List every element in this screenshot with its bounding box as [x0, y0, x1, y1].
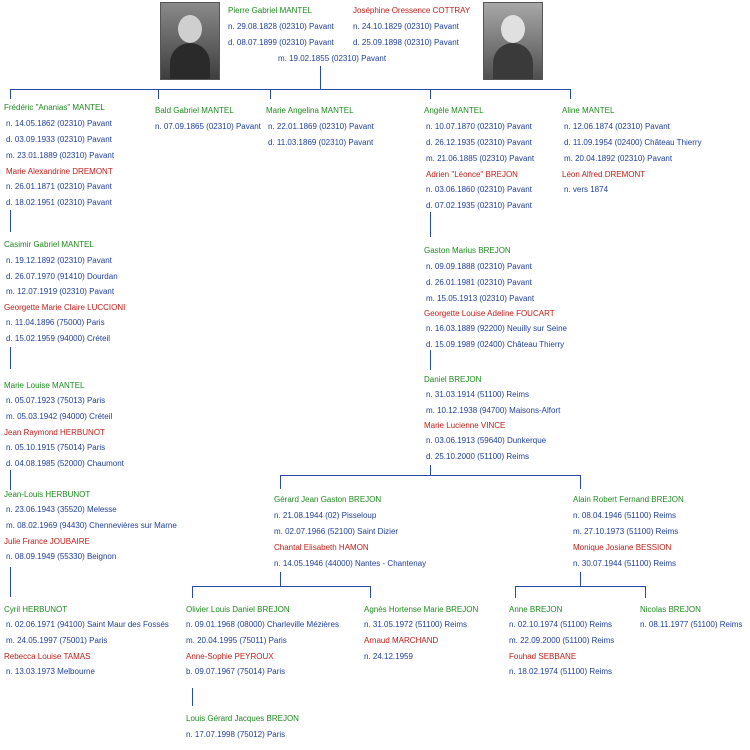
person-detail: n. 19.12.1892 (02310) Pavant	[6, 256, 112, 265]
person-detail: n. 08.11.1977 (51100) Reims	[640, 620, 743, 629]
spouse-name: Anne-Sophie PEYROUX	[186, 652, 274, 661]
spouse-name: Chantal Elisabeth HAMON	[274, 543, 369, 552]
person-detail: d. 18.02.1951 (02310) Pavant	[6, 198, 112, 207]
connector	[280, 475, 281, 489]
person-detail: n. 05.10.1915 (75014) Paris	[6, 443, 106, 452]
person-detail: n. 22.01.1869 (02310) Pavant	[268, 122, 374, 131]
person-detail: n. 12.06.1874 (02310) Pavant	[564, 122, 670, 131]
connector	[10, 89, 11, 99]
connector	[430, 89, 431, 99]
connector	[370, 586, 371, 598]
person-detail: m. 21.06.1885 (02310) Pavant	[426, 154, 535, 163]
person-detail: m. 10.12.1938 (94700) Maisons-Alfort	[426, 406, 561, 415]
person-detail: d. 15.02.1959 (94000) Créteil	[6, 334, 111, 343]
person-detail: d. 26.12.1935 (02310) Pavant	[426, 138, 532, 147]
person-name: Aline MANTEL	[562, 106, 615, 115]
connector	[515, 586, 516, 598]
connector	[10, 210, 11, 232]
person-detail: n. 03.06.1860 (02310) Pavant	[426, 185, 532, 194]
person-detail: b. 09.07.1967 (75014) Paris	[186, 667, 286, 676]
person-detail: m. 27.10.1973 (51100) Reims	[573, 527, 679, 536]
spouse-name: Adrien "Léonce" BREJON	[426, 170, 518, 179]
root-husband-birth: n. 29.08.1828 (02310) Pavant	[228, 22, 334, 31]
connector	[10, 470, 11, 490]
person-detail: d. 07.02.1935 (02310) Pavant	[426, 201, 532, 210]
person-name: Marie Angelina MANTEL	[266, 106, 354, 115]
connector	[580, 572, 581, 586]
person-detail: n. 09.01.1968 (08000) Charleville Mézières	[186, 620, 339, 629]
spouse-name: Georgette Louise Adeline FOUCART	[424, 309, 555, 318]
person-detail: n. 03.06.1913 (59640) Dunkerque	[426, 436, 547, 445]
person-name: Louis Gérard Jacques BREJON	[186, 714, 299, 723]
person-name: Olivier Louis Daniel BREJON	[186, 605, 290, 614]
connector	[158, 89, 159, 99]
connector	[192, 586, 193, 598]
person-detail: n. 31.05.1972 (51100) Reims	[364, 620, 468, 629]
connector	[320, 66, 321, 89]
person-detail: m. 24.05.1997 (75001) Paris	[6, 636, 108, 645]
person-name: Anne BREJON	[509, 605, 563, 614]
person-detail: m. 15.05.1913 (02310) Pavant	[426, 294, 535, 303]
person-detail: d. 04.08.1985 (52000) Chaumont	[6, 459, 124, 468]
spouse-name: Monique Josiane BESSION	[573, 543, 672, 552]
person-detail: n. 26.01.1871 (02310) Pavant	[6, 182, 112, 191]
connector	[280, 572, 281, 586]
person-name: Gérard Jean Gaston BREJON	[274, 495, 382, 504]
person-name: Alain Robert Fernand BREJON	[573, 495, 684, 504]
spouse-name: Fouhad SEBBANE	[509, 652, 577, 661]
person-detail: n. 23.06.1943 (35520) Melesse	[6, 505, 117, 514]
person-detail: m. 20.04.1892 (02310) Pavant	[564, 154, 673, 163]
connector	[645, 586, 646, 598]
person-detail: n. 08.09.1949 (55330) Beignon	[6, 552, 117, 561]
connector	[430, 212, 431, 237]
connector	[192, 586, 370, 587]
spouse-name: Marie Lucienne VINCE	[424, 421, 506, 430]
husband-portrait-photo	[160, 2, 220, 80]
connector	[10, 347, 11, 369]
person-detail: n. 07.09.1865 (02310) Pavant	[155, 122, 261, 131]
root-husband-death: d. 08.07.1899 (02310) Pavant	[228, 38, 334, 47]
person-detail: d. 03.09.1933 (02310) Pavant	[6, 135, 112, 144]
connector	[515, 586, 645, 587]
connector	[192, 688, 193, 706]
root-wife-birth: n. 24.10.1829 (02310) Pavant	[353, 22, 459, 31]
person-detail: n. 05.07.1923 (75013) Paris	[6, 396, 106, 405]
person-detail: n. 30.07.1944 (51100) Reims	[573, 559, 677, 568]
person-detail: m. 20.04.1995 (75011) Paris	[186, 636, 287, 645]
wife-portrait-photo	[483, 2, 543, 80]
person-detail: n. 16.03.1889 (92200) Neuilly sur Seine	[426, 324, 567, 333]
person-detail: m. 22.09.2000 (51100) Reims	[509, 636, 615, 645]
person-detail: m. 23.01.1889 (02310) Pavant	[6, 151, 115, 160]
person-name: Angèle MANTEL	[424, 106, 484, 115]
person-detail: n. 11.04.1896 (75000) Paris	[6, 318, 105, 327]
person-detail: n. 14.05.1946 (44000) Nantes - Chantenay	[274, 559, 427, 568]
person-detail: n. 31.03.1914 (51100) Reims	[426, 390, 530, 399]
connector	[10, 567, 11, 597]
person-detail: d. 25.10.2000 (51100) Reims	[426, 452, 530, 461]
connector	[270, 89, 271, 99]
person-detail: n. 02.10.1974 (51100) Reims	[509, 620, 613, 629]
connector	[280, 475, 580, 476]
person-name: Jean-Louis HERBUNOT	[4, 490, 91, 499]
person-name: Gaston Marius BREJON	[424, 246, 511, 255]
person-name: Nicolas BREJON	[640, 605, 701, 614]
person-detail: d. 26.01.1981 (02310) Pavant	[426, 278, 532, 287]
person-detail: n. 02.06.1971 (94100) Saint Maur des Fossés	[6, 620, 169, 629]
person-detail: d. 11.09.1954 (02400) Château Thierry	[564, 138, 702, 147]
person-detail: m. 12.07.1919 (02310) Pavant	[6, 287, 115, 296]
spouse-name: Marie Alexandrine DREMONT	[6, 167, 113, 176]
root-wife-name: Joséphine Oressence COTTRAY	[353, 6, 471, 15]
person-detail: n. 10.07.1870 (02310) Pavant	[426, 122, 532, 131]
root-wife-death: d. 25.09.1898 (02310) Pavant	[353, 38, 459, 47]
person-detail: n. 13.03.1973 Melbourne	[6, 667, 95, 676]
person-name: Bald Gabriel MANTEL	[155, 106, 234, 115]
connector	[430, 465, 431, 475]
person-detail: n. vers 1874	[564, 185, 609, 194]
person-detail: n. 21.08.1944 (02) Pisseloup	[274, 511, 377, 520]
person-name: Daniel BREJON	[424, 375, 482, 384]
person-name: Marie Louise MANTEL	[4, 381, 85, 390]
person-detail: m. 08.02.1969 (94430) Chennevières sur Marne	[6, 521, 177, 530]
person-name: Frédéric "Ananias" MANTEL	[4, 103, 105, 112]
person-name: Casimir Gabriel MANTEL	[4, 240, 94, 249]
person-detail: n. 17.07.1998 (75012) Paris	[186, 730, 286, 739]
person-detail: m. 05.03.1942 (94000) Créteil	[6, 412, 113, 421]
person-detail: n. 09.09.1888 (02310) Pavant	[426, 262, 532, 271]
person-detail: n. 14.05.1862 (02310) Pavant	[6, 119, 112, 128]
person-detail: n. 08.04.1946 (51100) Reims	[573, 511, 677, 520]
person-detail: d. 26.07.1970 (91410) Dourdan	[6, 272, 118, 281]
person-detail: d. 11.03.1869 (02310) Pavant	[268, 138, 374, 147]
connector	[10, 89, 570, 90]
spouse-name: Julie France JOUBAIRE	[4, 537, 90, 546]
person-name: Agnès Hortense Marie BREJON	[364, 605, 479, 614]
person-detail: m. 02.07.1966 (52100) Saint Dizier	[274, 527, 399, 536]
root-husband-name: Pierre Gabriel MANTEL	[228, 6, 313, 15]
person-detail: n. 18.02.1974 (51100) Reims	[509, 667, 613, 676]
spouse-name: Arnaud MARCHAND	[364, 636, 439, 645]
spouse-name: Georgette Marie Claire LUCCIONI	[4, 303, 126, 312]
person-detail: n. 24.12.1959	[364, 652, 413, 661]
connector	[580, 475, 581, 489]
connector	[430, 350, 431, 370]
connector	[570, 89, 571, 99]
spouse-name: Jean Raymond HERBUNOT	[4, 428, 105, 437]
spouse-name: Rebecca Louise TAMAS	[4, 652, 91, 661]
person-detail: d. 15.09.1989 (02400) Château Thierry	[426, 340, 565, 349]
root-marriage: m. 19.02.1855 (02310) Pavant	[278, 54, 387, 63]
spouse-name: Léon Alfred DREMONT	[562, 170, 646, 179]
person-name: Cyril HERBUNOT	[4, 605, 68, 614]
